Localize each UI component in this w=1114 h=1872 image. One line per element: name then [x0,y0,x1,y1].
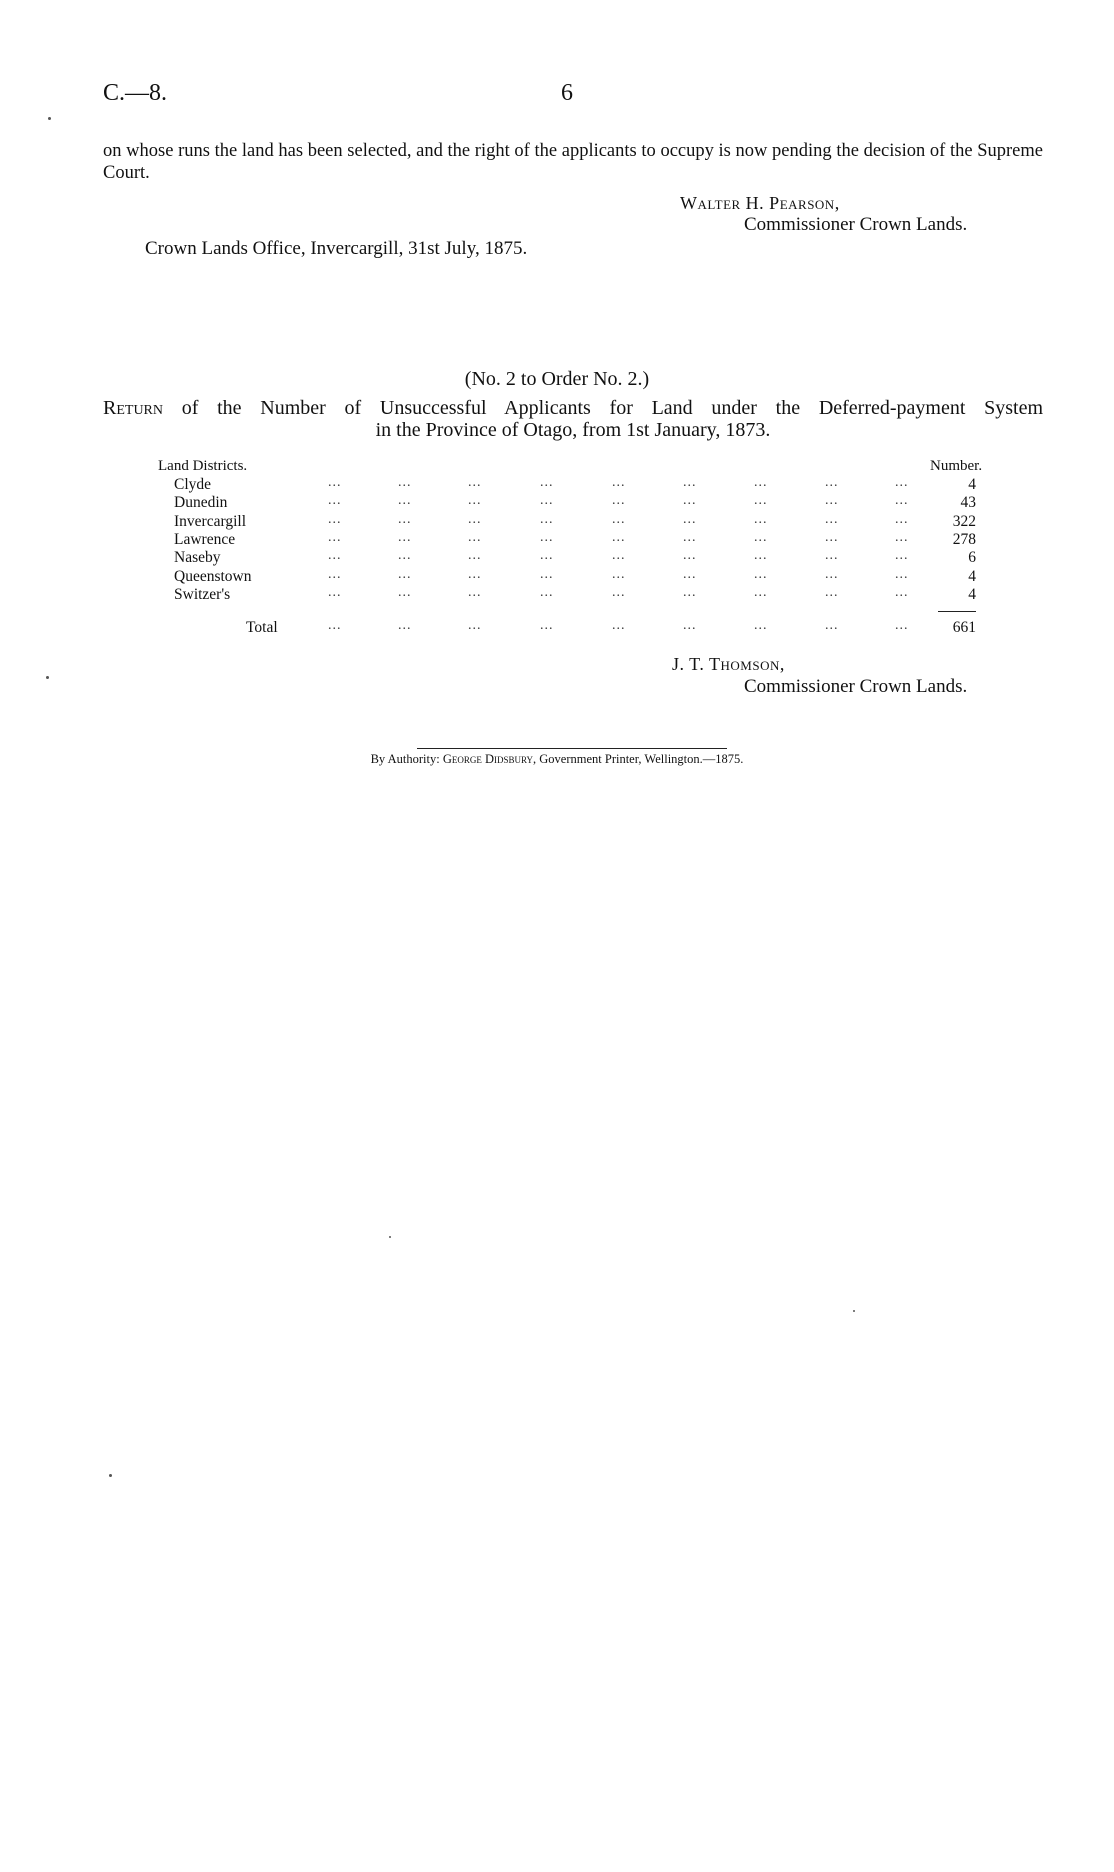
return-title-line-1-rest: of the Number of Unsuccessful Applicants for Land under the Deferred-payment System [181,397,1044,419]
dot-leader: ... [825,584,839,600]
dot-leader: ... [468,475,482,490]
dot-leader: ... [825,618,839,633]
dot-leader: ... [468,511,482,527]
dot-leader: ... [683,584,697,600]
district-number: 322 [952,512,976,530]
dot-leader: ... [612,475,626,490]
scan-speck [389,1236,391,1238]
dot-leader: ... [328,475,342,490]
dot-leader: ... [825,548,839,564]
dot-leader: ... [895,529,909,545]
dot-leader: ... [754,618,768,633]
dot-leader: ... [895,566,909,582]
dot-leader: ... [825,493,839,509]
dot-leader: ... [825,475,839,490]
dot-leader: ... [683,529,697,545]
dot-leader: ... [895,618,909,633]
return-title-line-1 [103,397,1043,419]
dot-leader: ... [328,618,342,633]
dot-leader: ... [612,529,626,545]
district-number: 4 [968,567,976,585]
dot-leader: ... [895,493,909,509]
dot-leader: ... [683,618,697,633]
return-title-line-2: in the Province of Otago, from 1st January, 1873. [375,419,771,441]
dot-leader: ... [540,475,554,490]
dot-leader: ... [612,566,626,582]
dot-leader: ... [328,493,342,509]
signature-2-title: Commissioner Crown Lands. [744,676,968,697]
district-number: 4 [968,585,976,603]
signature-2-name: J. T. Thomson, [672,654,785,674]
dot-leader: ... [895,584,909,600]
dot-leader: ... [540,584,554,600]
imprint-prefix: By Authority: [370,752,440,766]
dot-leader: ... [754,548,768,564]
column-header-land-districts: Land Districts. [158,458,248,474]
dot-leader: ... [612,548,626,564]
district-name: Clyde [174,476,212,493]
scan-speck [853,1310,855,1312]
dot-leader: ... [398,493,412,509]
dot-leader: ... [468,548,482,564]
printer-imprint [0,752,1114,767]
dot-leader: ... [468,566,482,582]
dot-leader: ... [754,511,768,527]
dot-leader: ... [468,618,482,633]
scan-speck [109,1474,112,1477]
dot-leader: ... [468,529,482,545]
dot-leader: ... [612,493,626,509]
dot-leader: ... [895,511,909,527]
dot-leader: ... [754,493,768,509]
district-name: Switzer's [174,585,231,603]
dot-leader: ... [612,618,626,633]
dot-leader: ... [612,584,626,600]
dot-leader: ... [540,566,554,582]
imprint-rule [417,748,727,749]
document-reference: C.—8. [103,80,168,106]
dot-leader: ... [895,548,909,564]
total-rule [938,611,976,612]
dot-leader: ... [468,493,482,509]
dot-leader: ... [540,548,554,564]
dot-leader: ... [328,566,342,582]
dot-leader: ... [398,618,412,633]
imprint-printer-name: George Didsbury, [442,752,537,766]
total-value: 661 [952,619,976,636]
imprint-suffix: Government Printer, Wellington.—1875. [539,752,744,766]
dot-leader: ... [612,511,626,527]
column-header-number: Number. [930,458,983,474]
dot-leader: ... [328,511,342,527]
dot-leader: ... [825,529,839,545]
signature-1-title: Commissioner Crown Lands. [744,214,968,235]
dot-leader: ... [328,548,342,564]
district-name: Invercargill [174,512,247,530]
dot-leader: ... [398,475,412,490]
dot-leader: ... [683,566,697,582]
body-paragraph: on whose runs the land has been selected, and the right of the applicants to occupy is now pending the decision of the Supreme Court. [103,141,1043,183]
dot-leader: ... [754,475,768,490]
dot-leader: ... [540,618,554,633]
dot-leader: ... [825,566,839,582]
district-name: Dunedin [174,494,228,512]
dot-leader: ... [468,584,482,600]
dot-leader: ... [398,511,412,527]
dot-leader: ... [328,529,342,545]
dot-leader: ... [540,529,554,545]
scan-speck [46,676,49,679]
district-number: 278 [952,530,976,548]
dot-leader: ... [754,584,768,600]
dot-leader: ... [328,584,342,600]
dot-leader: ... [398,529,412,545]
dot-leader: ... [683,493,697,509]
dot-leader: ... [895,475,909,490]
dot-leader: ... [540,493,554,509]
signature-1-name: Walter H. Pearson, [680,193,840,213]
return-title [103,397,1043,441]
district-number: 6 [968,549,976,567]
return-title-lead: Return [103,397,164,419]
dot-leader: ... [754,566,768,582]
total-label: Total [246,619,278,636]
dot-leader: ... [398,548,412,564]
scan-speck [48,117,51,120]
district-name: Lawrence [174,530,236,548]
dot-leader: ... [540,511,554,527]
dot-leader: ... [683,548,697,564]
district-name: Queenstown [174,567,252,585]
dot-leader: ... [683,475,697,490]
district-number: 43 [960,494,976,512]
district-name: Naseby [174,549,221,567]
district-number: 4 [968,476,976,493]
dot-leader: ... [825,511,839,527]
dot-leader: ... [683,511,697,527]
order-heading: (No. 2 to Order No. 2.) [464,368,650,390]
dot-leader: ... [398,584,412,600]
dateline: Crown Lands Office, Invercargill, 31st July, 1875. [145,238,528,259]
page-number: 6 [561,80,573,106]
dot-leader: ... [754,529,768,545]
dot-leader: ... [398,566,412,582]
